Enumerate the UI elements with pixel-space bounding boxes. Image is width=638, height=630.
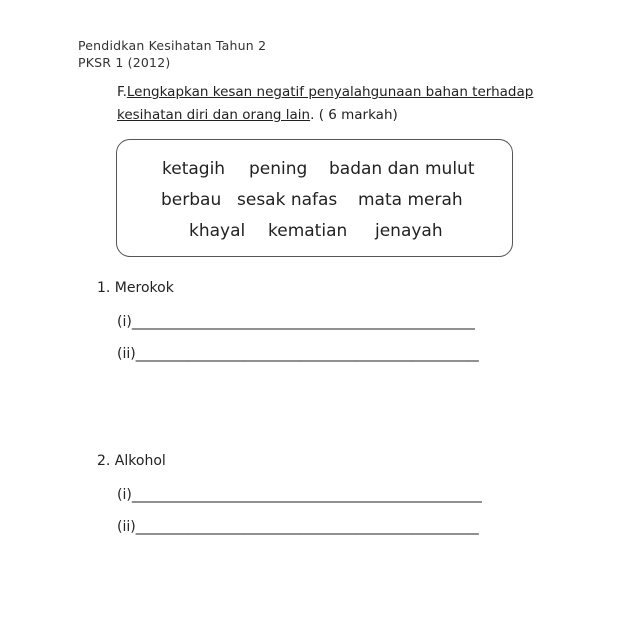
instruction-text-1: Lengkapkan kesan negatif penyalahgunaan bahan terhadap — [126, 84, 534, 100]
question-2-answer-i[interactable]: (i)__________________________________________________ — [117, 487, 482, 503]
word-badan-dan-mulut: badan dan mulut — [329, 159, 475, 179]
word-ketagih: ketagih — [162, 159, 226, 179]
question-2-answer-ii[interactable]: (ii)_________________________________________________ — [117, 519, 479, 535]
question-1-label: 1. Merokok — [97, 280, 174, 296]
worksheet-level: PKSR 1 (2012) — [78, 55, 171, 70]
word-pening: pening — [249, 159, 308, 179]
instruction-text-2: kesihatan diri dan orang lain — [117, 107, 311, 123]
worksheet-subject: Pendidkan Kesihatan Tahun 2 — [78, 38, 267, 53]
word-kematian: kematian — [268, 221, 348, 241]
word-mata-merah: mata merah — [358, 190, 463, 210]
word-khayal: khayal — [189, 221, 246, 241]
instruction-marks: . ( 6 markah) — [310, 107, 398, 123]
instruction-line-2 — [117, 107, 398, 123]
question-1-answer-ii[interactable]: (ii)_________________________________________________ — [117, 346, 479, 362]
word-jenayah: jenayah — [375, 221, 443, 241]
question-2-label: 2. Alkohol — [97, 453, 166, 469]
word-berbau: berbau — [161, 190, 222, 210]
question-1-answer-i[interactable]: (i)_________________________________________________ — [117, 314, 475, 330]
word-sesak-nafas: sesak nafas — [237, 190, 338, 210]
instruction-prefix: F. — [117, 84, 127, 100]
instruction-line-1 — [117, 84, 533, 100]
